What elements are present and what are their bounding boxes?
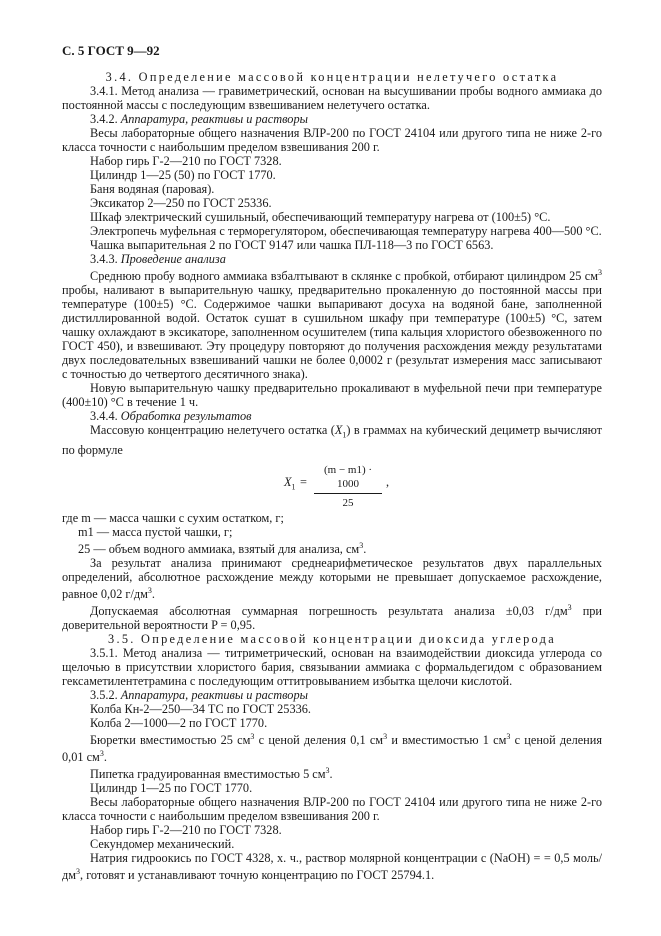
superscript: 3 [506, 731, 511, 741]
formula-lhs [284, 475, 296, 494]
equipment-item-furnace: Электропечь муфельная с терморегулятором, обеспечивающая температуру нагрева 400—500 °С. [90, 224, 602, 238]
text-fragment: . [103, 750, 107, 765]
result-paragraph [62, 556, 602, 601]
subheading-3-4-3 [62, 252, 602, 266]
text-fragment: , готовят и устанавливают точную концентрацию по ГОСТ 25794.1. [80, 868, 435, 883]
equipment-item-pipette [62, 764, 602, 781]
paragraph-3-5-1: 3.5.1. Метод анализа — титриметрический, основан на взаимодействии диоксида углерода со щелочью в присутствии хлористого бария, связывании аммиака с формальдегидом с образованием гексаметилентетрамина с последующим оттитровыванием избытка щелочи кислотой. [62, 645, 602, 688]
paragraph-3-4-1: 3.4.1. Метод анализа — гравиметрический, основан на высушивании пробы водного аммиака до постоянной массы с последующим взвешиванием нелетучего остатка. [62, 84, 602, 112]
text-fragment: . [363, 541, 367, 556]
subheading-3-4-4 [62, 409, 602, 423]
subheading-3-4-2 [62, 112, 602, 126]
equipment-item-cylinder-2: Цилиндр 1—25 по ГОСТ 1770. [90, 781, 253, 796]
subheading-number: 3.4.3. [90, 252, 118, 266]
subheading-number: 3.4.2. [90, 112, 118, 126]
equipment-item-flask-2: Колба 2—1000—2 по ГОСТ 1770. [90, 715, 268, 730]
formula-symbol: X [284, 474, 292, 489]
text-fragment: ) в граммах на кубический дециметр вычисляют по формуле [62, 423, 603, 457]
variable-m: где m — масса чашки с сухим остатком, г; [62, 510, 284, 525]
equipment-item-scales: Весы лабораторные общего назначения ВЛР-200 по ГОСТ 24104 или другого типа не ниже 2-го класса точности с наибольшим пределом взвешивания 200 г. [62, 126, 602, 154]
text-fragment: Среднюю пробу водного аммиака взбалтывают в склянке с пробкой, отбирают цилиндром 25 см [90, 269, 598, 284]
text-fragment: Бюретки вместимостью 25 см [90, 732, 251, 747]
subheading-title: Аппаратура, реактивы и растворы [120, 687, 308, 702]
formula-equals: = [300, 474, 307, 489]
text-fragment: . [151, 586, 155, 601]
superscript: 3 [598, 268, 602, 277]
subheading-number: 3.4.4. [90, 409, 118, 424]
analysis-paragraph-1 [62, 266, 602, 381]
text-fragment: с ценой деления 0,1 см [254, 732, 384, 747]
superscript: 3 [325, 766, 330, 776]
equipment-item-weights-2: Набор гирь Г-2—210 по ГОСТ 7328. [90, 823, 282, 838]
section-3-4-heading: 3.4. Определение массовой концентрации нелетучего остатка [105, 70, 559, 84]
equipment-item-burettes [62, 730, 602, 764]
equipment-item-cylinder: Цилиндр 1—25 (50) по ГОСТ 1770. [90, 168, 276, 182]
variable-25 [62, 539, 602, 556]
superscript: 3 [567, 602, 572, 612]
subheading-title: Аппаратура, реактивы и растворы [120, 112, 308, 126]
formula-x1 [62, 461, 602, 509]
formula-subscript: 1 [291, 482, 296, 491]
equipment-item-scales-2: Весы лабораторные общего назначения ВЛР-200 по ГОСТ 24104 или другого типа не ниже 2-го класса точности с наибольшим пределом взвешивания 200 г. [62, 795, 602, 824]
symbol-x: X [334, 423, 343, 438]
formula-denominator: 25 [342, 496, 354, 509]
text-fragment: . [329, 767, 333, 782]
equipment-item-bath: Баня водяная (паровая). [90, 182, 215, 196]
superscript: 3 [359, 540, 364, 550]
subheading-3-5-2 [62, 688, 602, 702]
variable-m1: m1 — масса пустой чашки, г; [78, 524, 233, 539]
text-fragment: и вместимостью 1 см [387, 732, 507, 747]
text-fragment: 25 — объем водного аммиака, взятый для анализа, см [78, 541, 360, 556]
text-fragment: Допускаемая абсолютная суммарная погрешность результата анализа ±0,03 г/дм [90, 603, 568, 618]
page-header: С. 5 ГОСТ 9—92 [62, 43, 160, 58]
equipment-item-dish: Чашка выпарительная 2 по ГОСТ 9147 или чашка ПЛ-118—3 по ГОСТ 6563. [90, 238, 494, 252]
text-fragment: Массовую концентрацию нелетучего остатка ( [90, 423, 335, 438]
formula-numerator: (m − m1) · 1000 [314, 463, 382, 494]
subscript: 1 [342, 430, 347, 440]
superscript: 3 [383, 731, 388, 741]
reagent-naoh [62, 851, 602, 882]
equipment-item-stopwatch: Секундомер механический. [90, 837, 235, 852]
text-fragment: Натрия гидроокись по ГОСТ 4328, х. ч., раствор молярной концентрации c (NaOH) = = 0,5 моль/дм [62, 851, 602, 883]
text-fragment: Пипетка градуированная вместимостью 5 см [90, 767, 326, 782]
subheading-number: 3.5.2. [90, 687, 118, 702]
section-3-5-heading: 3.5. Определение массовой концентрации диоксида углерода [108, 631, 556, 646]
equipment-item-weights: Набор гирь Г-2—210 по ГОСТ 7328. [90, 154, 282, 168]
document-body [62, 70, 602, 882]
formula-fraction [314, 463, 382, 510]
equipment-item-desiccator: Эксикатор 2—250 по ГОСТ 25336. [90, 196, 272, 210]
equipment-item-oven: Шкаф электрический сушильный, обеспечивающий температуру нагрева от (100±5) °С. [90, 210, 551, 224]
superscript: 3 [76, 867, 81, 877]
formula-intro [62, 423, 602, 456]
text-fragment: За результат анализа принимают среднеарифметическое результатов двух параллельных определений, абсолютное расхождение между которыми не превышает допускаемое расхождение, равное 0,02 г/дм [62, 555, 602, 601]
text-fragment: при доверительной вероятности P = 0,95. [62, 603, 602, 632]
superscript: 3 [147, 585, 152, 595]
subheading-title: Обработка результатов [120, 409, 252, 424]
subheading-title: Проведение анализа [120, 252, 226, 266]
superscript: 3 [250, 731, 255, 741]
text-fragment: с ценой деления 0,01 см [62, 732, 602, 765]
equipment-item-flask-1: Колба Кн-2—250—34 ТС по ГОСТ 25336. [90, 701, 311, 716]
text-fragment: пробы, наливают в выпарительную чашку, предварительно прокаленную до постоянной массы при температуре (100±5) °С. Содержимое чашки выпаривают досуха на водяной бане, заполненной дистиллированной водой. Остаток сушат в сушильном шкафу при температуре (100±5) °С, затем чашку охлаждают в эксикаторе, заполненном осушителем (типа кальция хлористого обезвоженного по ГОСТ 450), и взвешивают. Эту процедуру повторяют до получения расхождения между результатами двух последовательных взвешиваний чашки не более 0,0002 г (результат измерения масс записывают с точностью до четвертого десятичного знака). [62, 283, 602, 382]
error-paragraph [62, 601, 602, 632]
formula-comma: , [386, 474, 390, 489]
superscript: 3 [99, 748, 104, 758]
analysis-paragraph-2: Новую выпарительную чашку предварительно прокаливают в муфельной печи при температуре (400±10) °С в течение 1 ч. [62, 381, 602, 410]
